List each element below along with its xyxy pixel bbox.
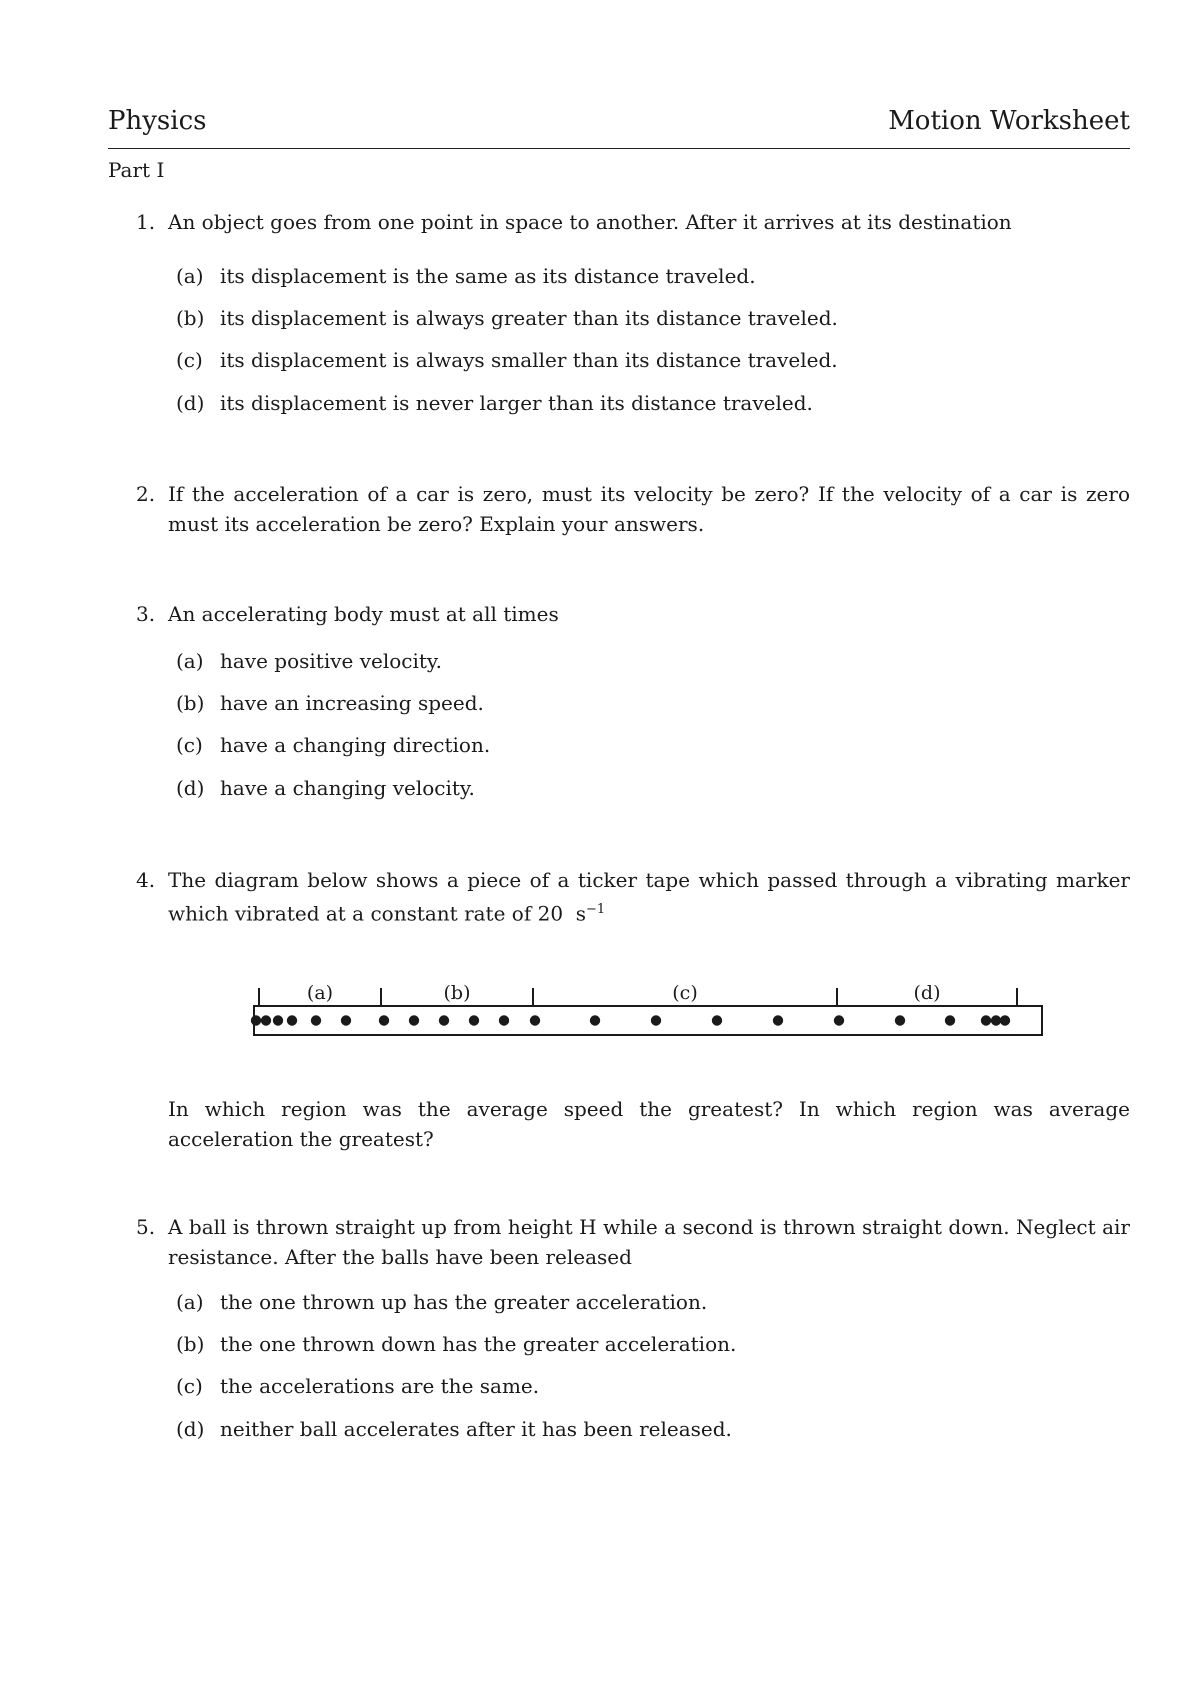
question-text-body: The diagram below shows a piece of a ticker tape which passed through a vibrating marker which vibrated at a constant rate of 20 — [168, 868, 1130, 926]
option-label: (b) — [176, 306, 205, 330]
option-label: (b) — [176, 691, 205, 715]
question-text — [168, 865, 1130, 929]
option-5d — [176, 1417, 732, 1441]
question-text: If the acceleration of a car is zero, must its velocity be zero? If the velocity of a car is zero must its acceleration be zero? Explain your answers. — [168, 482, 1130, 536]
tape-dot — [1000, 1015, 1010, 1025]
rate-unit: s — [575, 901, 587, 926]
tape-dot — [981, 1015, 991, 1025]
question-number: 5. — [136, 1215, 156, 1239]
question-number: 1. — [136, 210, 156, 234]
question-5 — [136, 1212, 1130, 1272]
tape-dot — [773, 1015, 783, 1025]
option-label: (c) — [176, 733, 203, 757]
option-text: the one thrown down has the greater acceleration. — [220, 1332, 737, 1356]
part-heading: Part I — [108, 158, 165, 182]
question-2 — [136, 479, 1130, 539]
option-1a — [176, 264, 756, 288]
tape-dot — [341, 1015, 351, 1025]
region-label: (c) — [672, 982, 698, 1004]
option-1d — [176, 391, 813, 415]
option-3a — [176, 649, 442, 673]
option-1b — [176, 306, 838, 330]
option-label: (d) — [176, 1417, 205, 1441]
tape-dot — [991, 1015, 1001, 1025]
region-label: (d) — [913, 982, 941, 1004]
tape-dot — [590, 1015, 600, 1025]
option-text: its displacement is always greater than its distance traveled. — [220, 306, 838, 330]
tape-dot — [895, 1015, 905, 1025]
option-label: (d) — [176, 391, 205, 415]
header-rule — [108, 148, 1130, 149]
tape-dot — [409, 1015, 419, 1025]
option-text: its displacement is the same as its distance traveled. — [220, 264, 756, 288]
option-3c — [176, 733, 490, 757]
region-label: (b) — [443, 982, 471, 1004]
option-3d — [176, 776, 475, 800]
option-text: its displacement is always smaller than its distance traveled. — [220, 348, 838, 372]
option-5c — [176, 1374, 539, 1398]
option-label: (d) — [176, 776, 205, 800]
tape-dot — [379, 1015, 389, 1025]
tape-dot — [311, 1015, 321, 1025]
option-text: the accelerations are the same. — [220, 1374, 540, 1398]
followup-text: In which region was the average speed the greatest? In which region was average acceleration the greatest? — [168, 1097, 1130, 1151]
option-label: (b) — [176, 1332, 205, 1356]
tape-dot — [469, 1015, 479, 1025]
option-text: have an increasing speed. — [220, 691, 484, 715]
option-text: the one thrown up has the greater acceleration. — [220, 1290, 708, 1314]
question-text: A ball is thrown straight up from height H while a second is thrown straight down. Neglect air resistance. After the balls have been released — [168, 1215, 1130, 1269]
question-1 — [136, 207, 1130, 237]
option-text: neither ball accelerates after it has been released. — [220, 1417, 732, 1441]
option-text: have a changing velocity. — [220, 776, 475, 800]
option-text: its displacement is never larger than its distance traveled. — [220, 391, 813, 415]
question-number: 2. — [136, 482, 156, 506]
tape-dot — [439, 1015, 449, 1025]
tape-strip — [254, 1006, 1042, 1035]
ticker-tape-diagram — [240, 970, 1060, 1045]
question-3 — [136, 599, 1130, 629]
option-5b — [176, 1332, 736, 1356]
tape-dot — [651, 1015, 661, 1025]
tape-dot — [287, 1015, 297, 1025]
header-subject: Physics — [108, 106, 207, 136]
option-label: (a) — [176, 264, 204, 288]
tape-dot — [499, 1015, 509, 1025]
tape-dot — [530, 1015, 540, 1025]
question-4 — [136, 865, 1130, 929]
rate-unit-exponent: −1 — [586, 902, 606, 917]
question-4-followup — [136, 1094, 1130, 1154]
option-label: (a) — [176, 1290, 204, 1314]
tape-dot — [261, 1015, 271, 1025]
question-text: An object goes from one point in space to another. After it arrives at its destination — [168, 210, 1012, 234]
tape-dot — [834, 1015, 844, 1025]
header-title: Motion Worksheet — [888, 106, 1130, 136]
question-number: 4. — [136, 868, 156, 892]
tape-dot — [712, 1015, 722, 1025]
option-text: have a changing direction. — [220, 733, 491, 757]
option-3b — [176, 691, 484, 715]
option-1c — [176, 348, 838, 372]
option-label: (c) — [176, 348, 203, 372]
option-5a — [176, 1290, 707, 1314]
tape-dot — [273, 1015, 283, 1025]
option-label: (c) — [176, 1374, 203, 1398]
tape-dot — [945, 1015, 955, 1025]
option-label: (a) — [176, 649, 204, 673]
region-label: (a) — [306, 982, 334, 1004]
question-text: An accelerating body must at all times — [168, 602, 559, 626]
question-number: 3. — [136, 602, 156, 626]
option-text: have positive velocity. — [220, 649, 442, 673]
tape-dot — [251, 1015, 261, 1025]
